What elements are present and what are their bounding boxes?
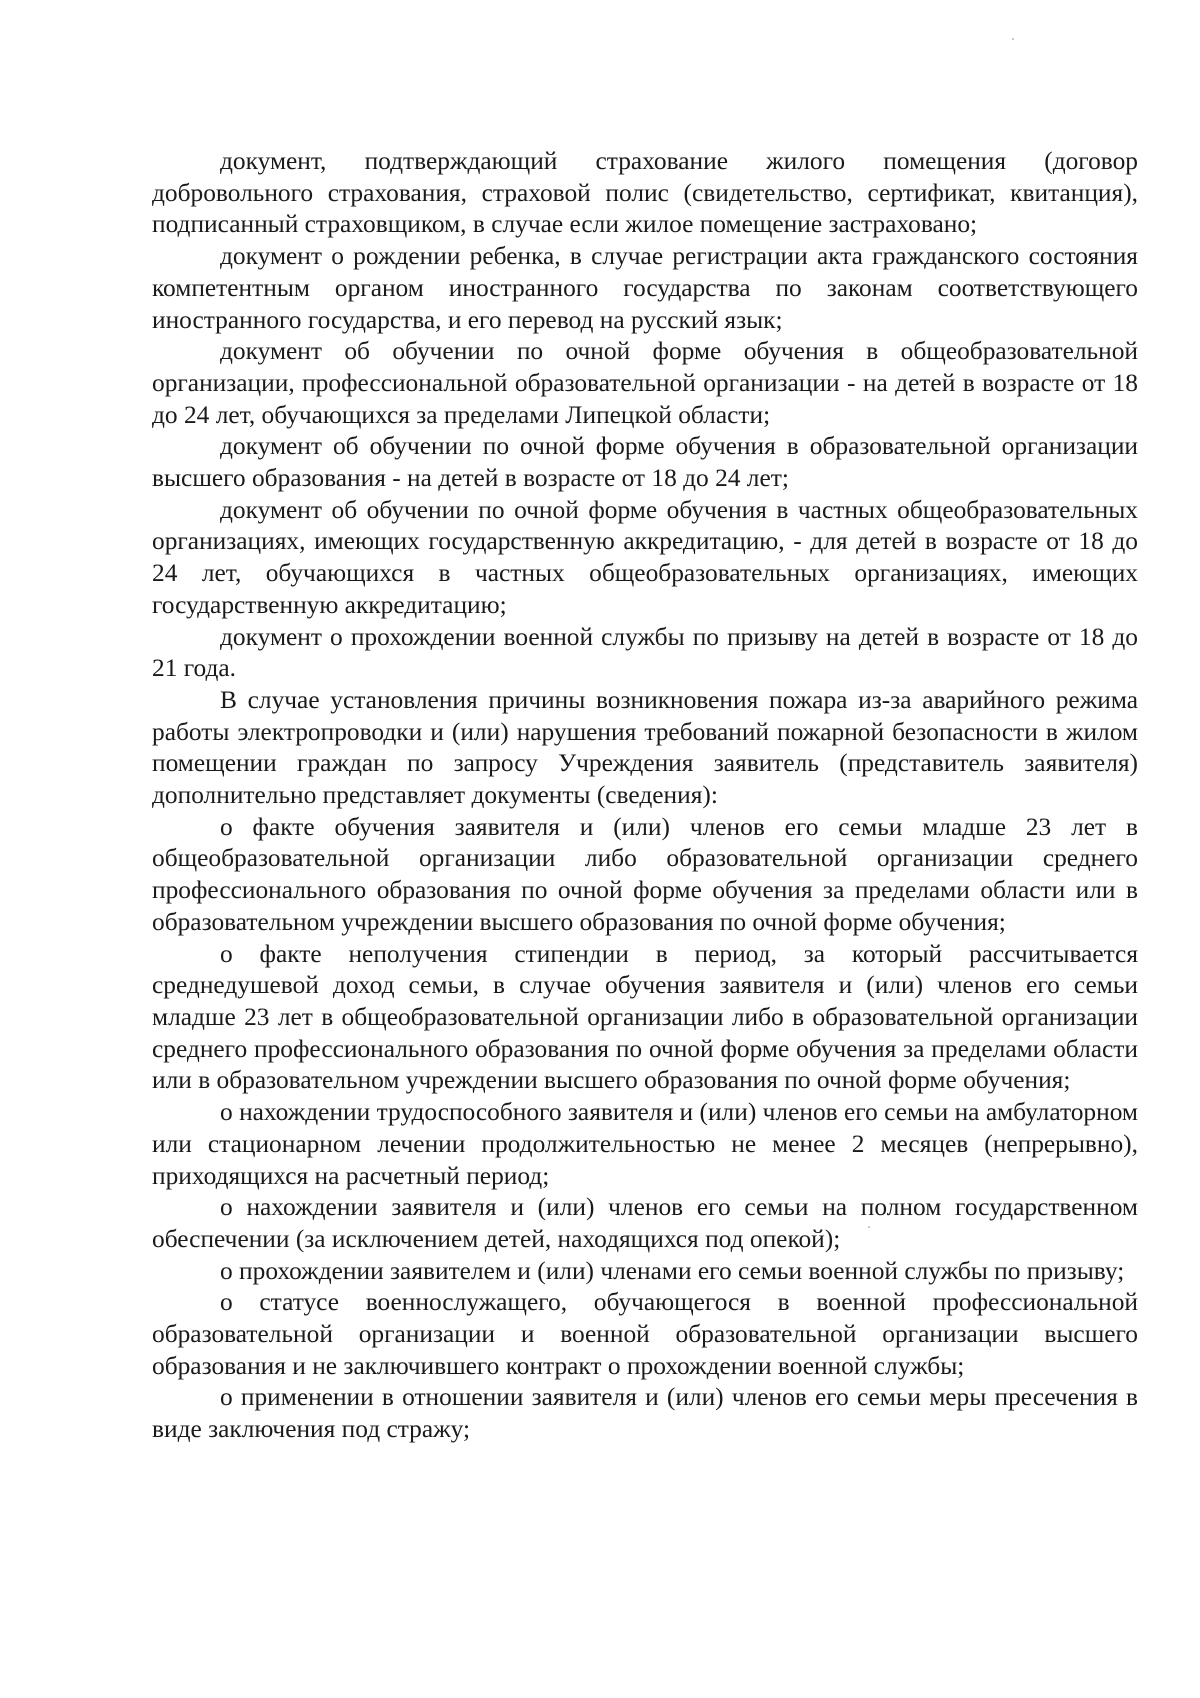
paragraph-study-fact: о факте обучения заявителя и (или) членов его семьи младше 23 лет в общеобразовательной организации либо образовательной организации среднего профессионального образования по очной форме обучения за пределами области или в образовательном учреждении высшего образования по очной форме обучения;: [152, 812, 1138, 936]
paragraph-fire-cause: В случае установления причины возникновения пожара из-за аварийного режима работы электропроводки и (или) нарушения требований пожарной безопасности в жилом помещении граждан по запросу Учреждения заявитель (представитель заявителя) дополнительно представляет документы (сведения):: [152, 685, 1138, 810]
paragraph-education-private: документ об обучении по очной форме обучения в частных общеобразовательных организациях, имеющих государственную аккредитацию, - для детей в возрасте от 18 до 24 лет, обучающихся в частных общеобразовательных организациях, имеющих государственную аккредитацию;: [152, 495, 1138, 619]
paragraph-military-service: о прохождении заявителем и (или) членами его семьи военной службы по призыву;: [220, 1256, 1125, 1285]
paragraph-medical-treatment: о нахождении трудоспособного заявителя и (или) членов его семьи на амбулаторном или стационарном лечении продолжительностью не менее 2 месяцев (непрерывно), приходящихся на расчетный период;: [152, 1098, 1138, 1190]
paragraph-insurance-document: документ, подтверждающий страхование жилого помещения (договор добровольного страхования, страховой полис (свидетельство, сертификат, квитанция), подписанный страховщиком, в случае если жилое помещение застраховано;: [152, 147, 1138, 239]
scan-speck: [1012, 38, 1014, 40]
paragraph-education-higher: документ об обучении по очной форме обучения в образовательной организации высшего образования - на детей в возрасте от 18 до 24 лет;: [152, 432, 1138, 493]
paragraph-birth-document: документ о рождении ребенка, в случае регистрации акта гражданского состояния компетентным органом иностранного государства по законам соответствующего иностранного государства, и его перевод на русский язык;: [152, 242, 1138, 334]
paragraph-military-service-document: документ о прохождении военной службы по призыву на детей в возрасте от 18 до 21 года.: [152, 622, 1138, 683]
document-body: [152, 146, 1138, 1446]
paragraph-education-general: документ об обучении по очной форме обучения в общеобразовательной организации, профессиональной образовательной организации - на детей в возрасте от 18 до 24 лет, обучающихся за пределами Липецкой области;: [152, 337, 1138, 429]
paragraph-military-student: о статусе военнослужащего, обучающегося в военной профессиональной образовательной организации и военной образовательной организации высшего образования и не заключившего контракт о прохождении военной службы;: [152, 1288, 1138, 1380]
paragraph-custody: о применении в отношении заявителя и (или) членов его семьи меры пресечения в виде заключения под стражу;: [152, 1383, 1138, 1444]
paragraph-state-support: о нахождении заявителя и (или) членов его семьи на полном государственном обеспечении (за исключением детей, находящихся под опекой);: [152, 1193, 1138, 1253]
paragraph-no-stipend: о факте неполучения стипендии в период, за который рассчитывается среднедушевой доход семьи, в случае обучения заявителя и (или) членов его семьи младше 23 лет в общеобразовательной организации либо в образовательной организации среднего профессионального образования по очной форме обучения за пределами области или в образовательном учреждении высшего образования по очной форме обучения;: [152, 939, 1138, 1095]
